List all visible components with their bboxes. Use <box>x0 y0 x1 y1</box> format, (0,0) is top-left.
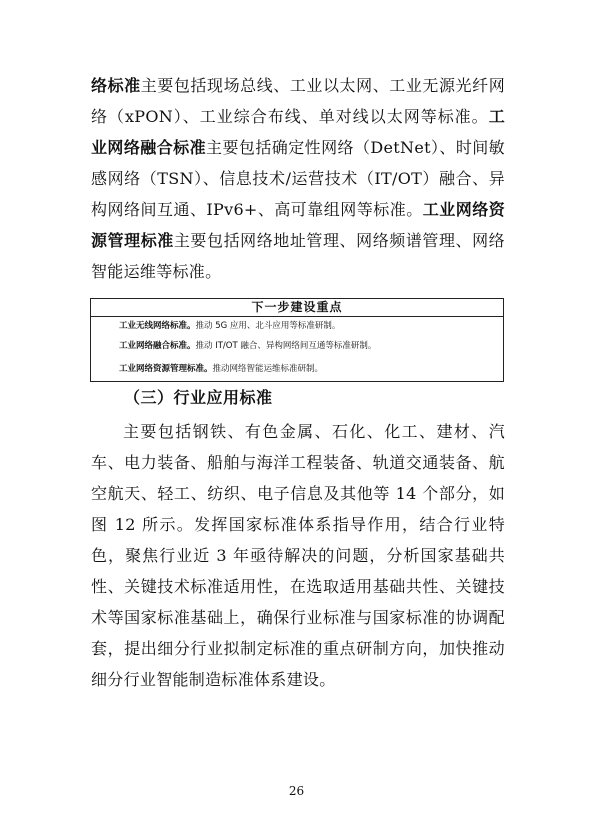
next-steps-row-text: 推动 IT/OT 融合、异构网络间互通等标准研制。 <box>195 341 377 351</box>
network-fusion-standards-text: 主要包括确定性网络（DetNet）、时间敏感网络（TSN）、信息技术/运营技术（IT/OT）融合、异构网络间互通、IPv6+、高可靠组网等标准。 <box>91 138 505 219</box>
page-number: 26 <box>288 784 305 798</box>
next-steps-row-text: 推动网络智能运维标准研制。 <box>212 364 324 374</box>
section-heading: （三）行业应用标准 <box>124 388 273 407</box>
next-steps-row <box>119 341 376 352</box>
industry-application-paragraph: 主要包括钢铁、有色金属、石化、化工、建材、汽车、电力装备、船舶与海洋工程装备、轨道交通装备、航空航天、轻工、纺织、电子信息及其他等 14 个部分，如图 12 所示。发挥国家标准体系指导作用，结合行业特色，聚焦行业近 3 年亟待解决的问题，分析国家基础共性、关键技术标准适用性，在选取适用基础共性、关键技术等国家标准基础上，确保行业标准与国家标准的协调配套，提出细分行业拟制定标准的重点研制方向，加快推动细分行业智能制造标准体系建设。 <box>91 422 505 689</box>
next-steps-row-label: 工业无线网络标准。 <box>119 321 196 331</box>
network-standards-text: 主要包括现场总线、工业以太网、工业无源光纤网络（xPON）、工业综合布线、单对线以太网等标准。 <box>91 76 505 126</box>
next-steps-row-label: 工业网络融合标准。 <box>119 341 196 351</box>
next-steps-row-text: 推动 5G 应用、北斗应用等标准研制。 <box>195 321 341 331</box>
bold-term-network-fusion-standards: 工业网络融合标准 <box>91 107 505 157</box>
next-steps-row <box>119 321 340 332</box>
network-resource-management-text: 主要包括网络地址管理、网络频谱管理、网络智能运维等标准。 <box>91 231 505 281</box>
next-steps-box <box>90 298 504 382</box>
next-steps-box-title: 下一步建设重点 <box>91 299 503 317</box>
network-standards-paragraph <box>91 70 505 287</box>
next-steps-row-label: 工业网络资源管理标准。 <box>119 364 213 374</box>
bold-term-network-resource-management-standards: 工业网络资源管理标准 <box>91 200 505 250</box>
bold-term-network-standards: 络标准 <box>91 76 141 95</box>
next-steps-row <box>119 364 323 375</box>
